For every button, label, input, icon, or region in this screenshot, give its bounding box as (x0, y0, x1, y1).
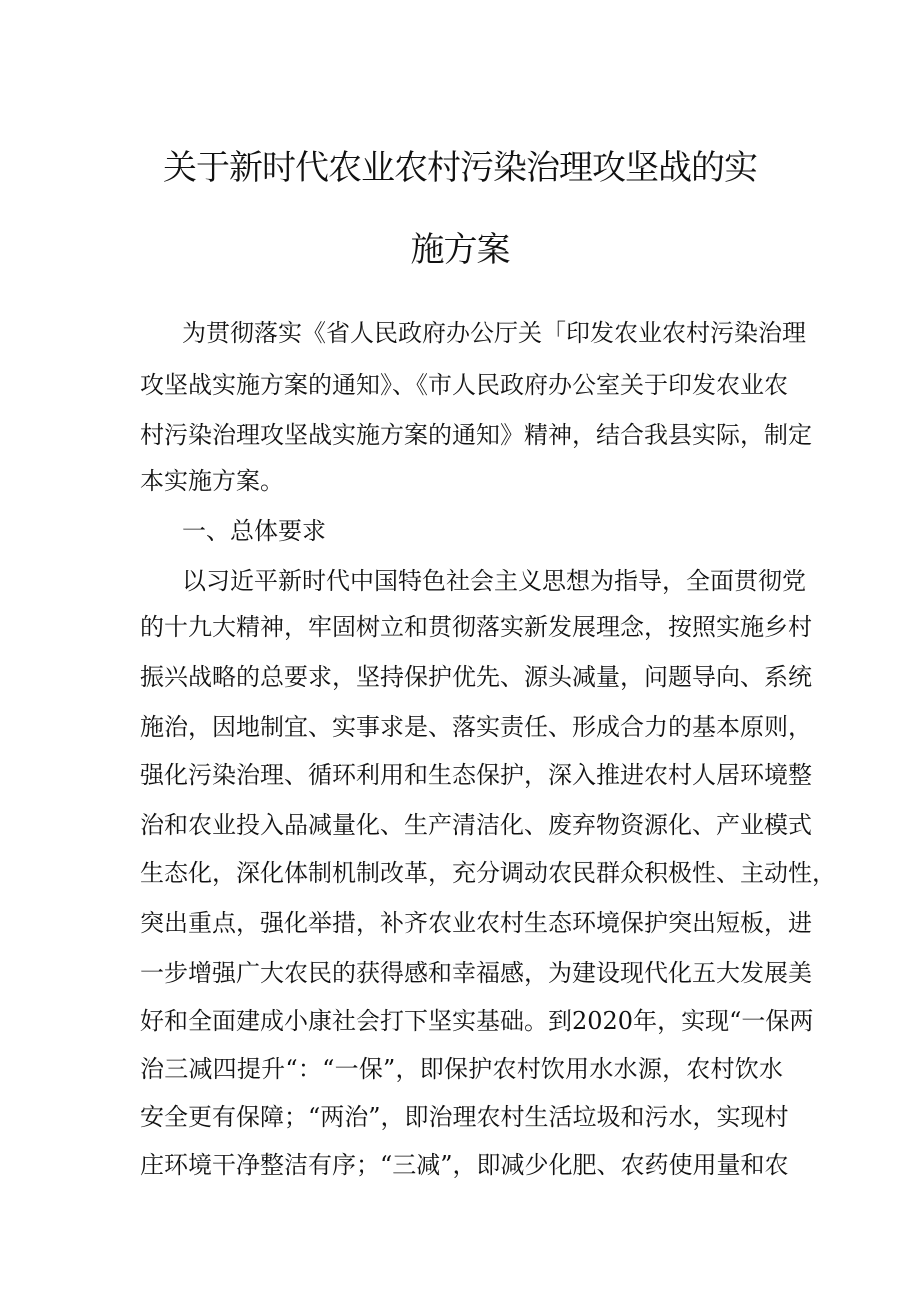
paragraph-line: 突出重点，强化举措，补齐农业农村生态环境保护突出短板，进 (140, 909, 812, 937)
document-title-line-1: 关于新时代农业农村污染治理攻坚战的实 (163, 148, 757, 188)
paragraph-line: 生态化，深化体制机制改革，充分调动农民群众积极性、主动性， (140, 859, 836, 887)
paragraph-line: 振兴战略的总要求，坚持保护优先、源头减量，问题导向、系统 (140, 663, 812, 691)
paragraph-line: 一步增强广大农民的获得感和幸福感，为建设现代化五大发展美 (140, 959, 812, 987)
paragraph-line: 治和农业投入品减量化、生产清洁化、废弃物资源化、产业模式 (140, 811, 812, 839)
paragraph-line: 为贯彻落实《省人民政府办公厅关「印发农业农村污染治理 (182, 319, 806, 347)
paragraph-line: 攻坚战实施方案的通知》、《市人民政府办公室关于印发农业农 (140, 371, 788, 399)
paragraph-line: 安全更有保障；“两治”，即治理农村生活垃圾和污水，实现村 (140, 1103, 789, 1131)
paragraph-line: 好和全面建成小康社会打下坚实基础。到2020年，实现“一保两 (140, 1007, 814, 1035)
paragraph-line: 治三减四提升“：“一保”，即保护农村饮用水水源，农村饮水 (140, 1055, 783, 1083)
document-title-line-2: 施方案 (410, 230, 510, 270)
paragraph-line: 村污染治理攻坚战实施方案的通知》精神，结合我县实际，制定 (140, 421, 812, 449)
paragraph-line: 的十九大精神，牢固树立和贯彻落实新发展理念，按照实施乡村 (140, 613, 812, 641)
section-heading: 一、总体要求 (182, 517, 326, 545)
paragraph-line: 强化污染治理、循环利用和生态保护，深入推进农村人居环境整 (140, 761, 812, 789)
paragraph-line: 本实施方案。 (140, 467, 284, 495)
paragraph-line: 施治，因地制宜、实事求是、落实责任、形成合力的基本原则， (140, 713, 812, 741)
paragraph-line: 庄环境干净整洁有序；“三减”，即减少化肥、农药使用量和农 (140, 1151, 789, 1179)
paragraph-line: 以习近平新时代中国特色社会主义思想为指导，全面贯彻党 (182, 567, 806, 595)
